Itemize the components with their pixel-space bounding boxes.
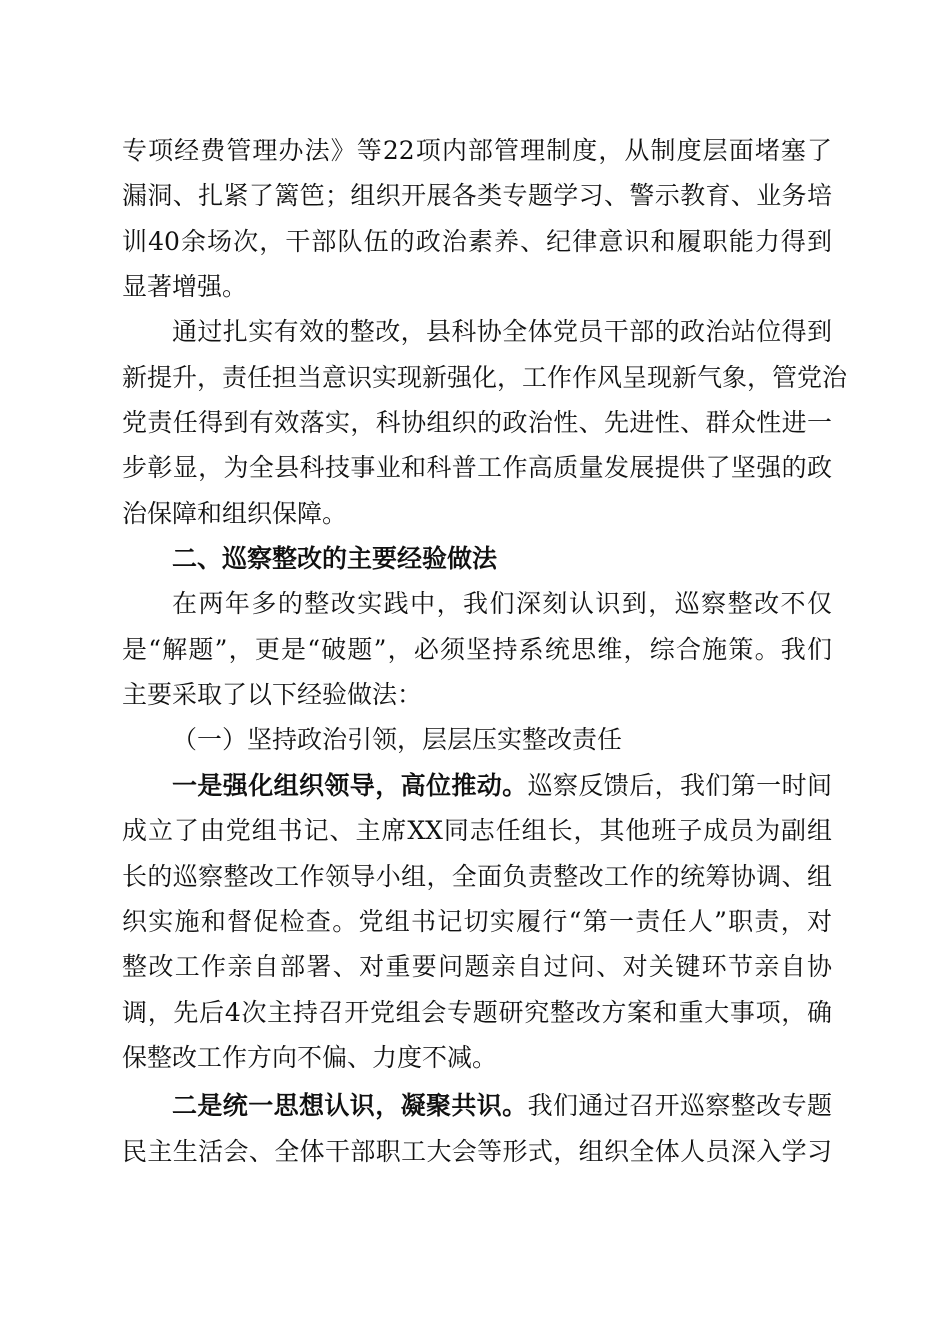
text-line: 显著增强。 bbox=[122, 272, 248, 302]
text-line: 专项经费管理办法》等22项内部管理制度，从制度层面堵塞了 bbox=[122, 136, 832, 165]
text-line: 新提升，责任担当意识实现新强化，工作作风呈现新气象，管党治 bbox=[122, 362, 848, 392]
text-line: 步彰显，为全县科技事业和科普工作高质量发展提供了坚强的政 bbox=[122, 453, 832, 483]
text-line: 长的巡察整改工作领导小组，全面负责整改工作的统筹协调、组 bbox=[122, 861, 832, 891]
text-span: 我们通过召开巡察整改专题 bbox=[527, 1091, 832, 1121]
text-line: 调，先后4次主持召开党组会专题研究整改方案和重大事项，确 bbox=[122, 997, 832, 1027]
text-line: 治保障和组织保障。 bbox=[122, 498, 348, 528]
paragraph-2 bbox=[122, 309, 848, 536]
subsection-heading: （一）坚持政治引领，层层压实整改责任 bbox=[172, 725, 623, 755]
paragraph-3 bbox=[122, 581, 832, 717]
text-line: 通过扎实有效的整改，县科协全体党员干部的政治站位得到 bbox=[172, 317, 832, 347]
text-line: 主要采取了以下经验做法： bbox=[122, 680, 423, 710]
paragraph-lead: 二是统一思想认识，凝聚共识。 bbox=[172, 1091, 528, 1121]
text-line: 民主生活会、全体干部职工大会等形式，组织全体人员深入学习 bbox=[122, 1136, 832, 1166]
text-line bbox=[122, 763, 832, 808]
text-line: 织实施和督促检查。党组书记切实履行“第一责任人”职责，对 bbox=[122, 906, 832, 936]
text-line bbox=[122, 1083, 832, 1128]
text-line: 成立了由党组书记、主席XX同志任组长，其他班子成员为副组 bbox=[122, 816, 832, 846]
paragraph-5 bbox=[122, 1083, 832, 1174]
text-line: 整改工作亲自部署、对重要问题亲自过问、对关键环节亲自协 bbox=[122, 952, 832, 982]
paragraph-1 bbox=[122, 128, 832, 309]
document-page bbox=[122, 128, 848, 1174]
text-span: 巡察反馈后，我们第一时间 bbox=[527, 770, 832, 800]
paragraph-lead: 一是强化组织领导，高位推动。 bbox=[172, 770, 528, 800]
section-heading: 二、巡察整改的主要经验做法 bbox=[172, 544, 498, 574]
text-line: 保整改工作方向不偏、力度不减。 bbox=[122, 1042, 498, 1072]
text-line: 是“解题”，更是“破题”，必须坚持系统思维，综合施策。我们 bbox=[122, 634, 832, 664]
text-line: 训40余场次，干部队伍的政治素养、纪律意识和履职能力得到 bbox=[122, 226, 832, 256]
text-line: 在两年多的整改实践中，我们深刻认识到，巡察整改不仅 bbox=[172, 589, 832, 619]
paragraph-4 bbox=[122, 763, 832, 1080]
text-line: 漏洞、扎紧了篱笆；组织开展各类专题学习、警示教育、业务培 bbox=[122, 181, 832, 211]
text-line: 党责任得到有效落实，科协组织的政治性、先进性、群众性进一 bbox=[122, 408, 832, 438]
